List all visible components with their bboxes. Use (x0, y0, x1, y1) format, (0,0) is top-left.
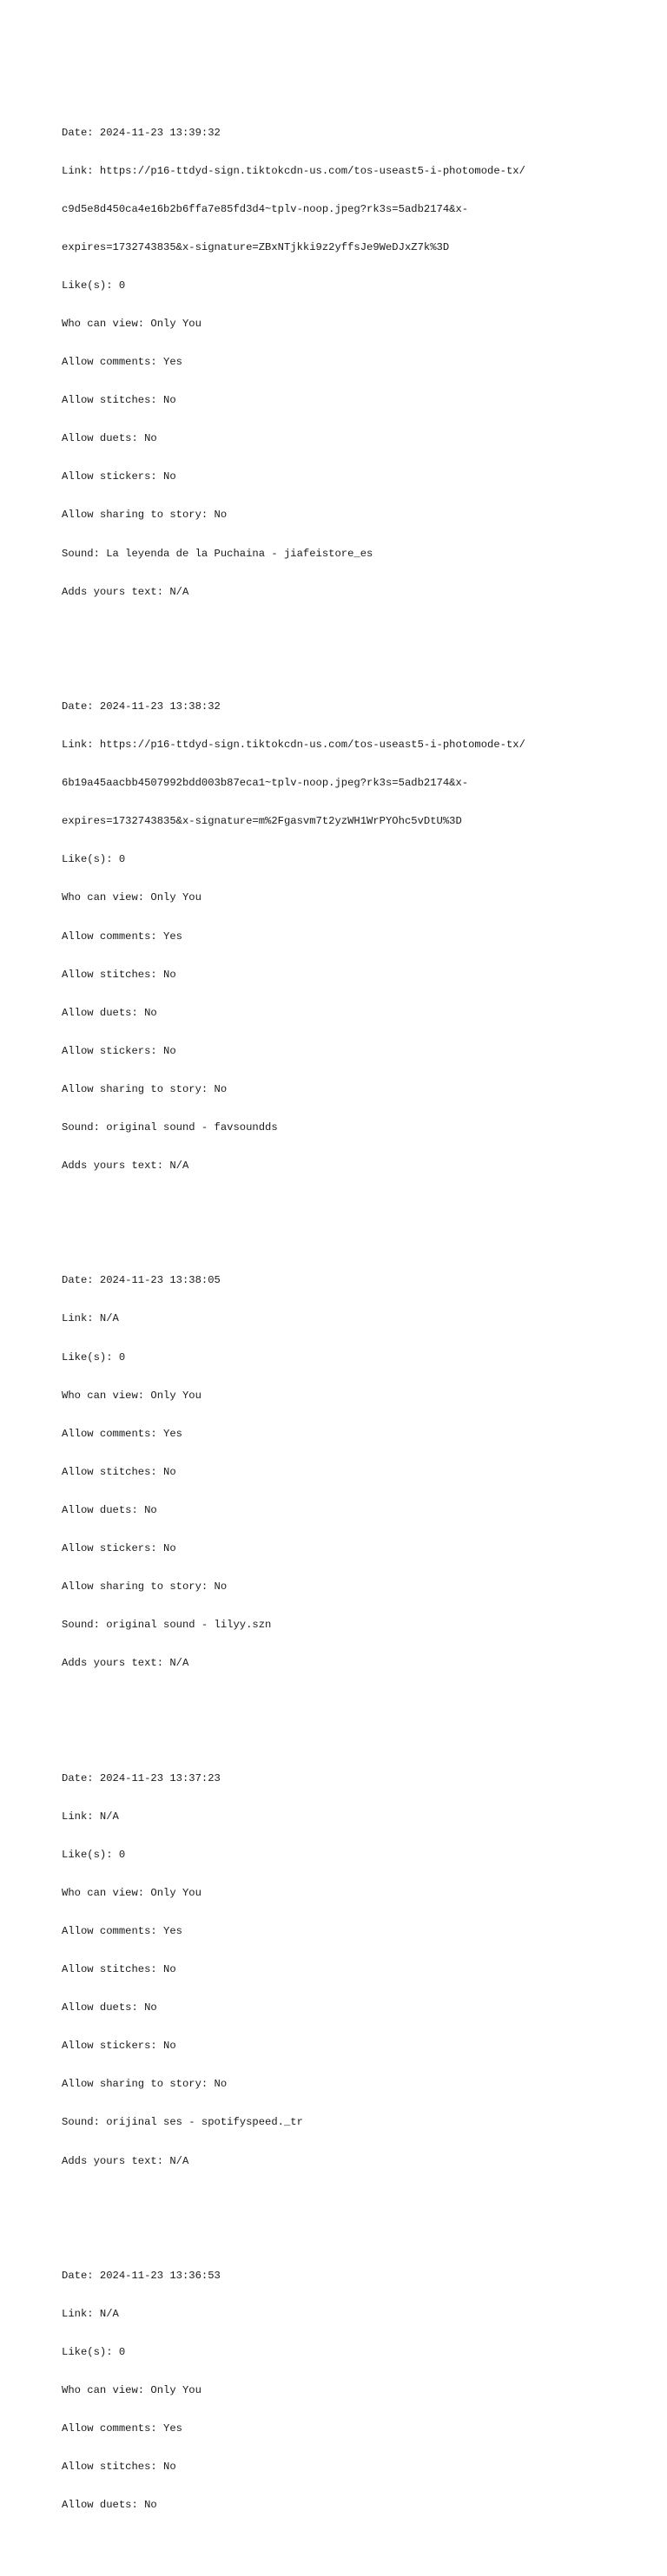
entry-line-link: Link: N/A (62, 1312, 119, 1325)
entry-line-likes: Like(s): 0 (62, 1848, 126, 1861)
entry-line-likes: Like(s): 0 (62, 279, 126, 292)
entry-line-allow-stitches: Allow stitches: No (62, 394, 176, 407)
entry-line-allow-stitches: Allow stitches: No (62, 1465, 176, 1478)
entry-line-allow-duets: Allow duets: No (62, 432, 157, 445)
entry-line-sound: Sound: orijinal ses - spotifyspeed._tr (62, 2116, 303, 2129)
entry-line-allow-stickers: Allow stickers: No (62, 1044, 176, 1057)
entry-line-who-can-view: Who can view: Only You (62, 2384, 201, 2397)
entry-line-allow-duets: Allow duets: No (62, 2001, 157, 2014)
entry-line-allow-duets: Allow duets: No (62, 1006, 157, 1019)
entry-line-allow-stickers: Allow stickers: No (62, 1542, 176, 1555)
entry-line-allow-comments: Allow comments: Yes (62, 1427, 182, 1440)
entry-line-allow-stitches: Allow stitches: No (62, 968, 176, 981)
entry-line-allow-comments: Allow comments: Yes (62, 930, 182, 943)
entry-line-link-cont: expires=1732743835&x-signature=ZBxNTjkki9z2yffsJe9WeDJxZ7k%3D (62, 240, 450, 253)
entry-line-adds-yours: Adds yours text: N/A (62, 1160, 189, 1173)
entry-line-sound: Sound: La leyenda de la Puchaina - jiafeistore_es (62, 547, 373, 560)
entry-line-sound: Sound: original sound - favsoundds (62, 1120, 278, 1134)
post-entry (62, 101, 652, 624)
entry-line-date: Date: 2024-11-23 13:36:53 (62, 2269, 221, 2282)
entry-line-link: Link: https://p16-ttdyd-sign.tiktokcdn-us.com/tos-useast5-i-photomode-tx/ (62, 739, 525, 752)
entry-line-link: Link: https://p16-ttdyd-sign.tiktokcdn-us.com/tos-useast5-i-photomode-tx/ (62, 164, 525, 177)
post-entry (62, 2244, 652, 2537)
entry-line-who-can-view: Who can view: Only You (62, 1886, 201, 1899)
post-entry (62, 1249, 652, 1695)
entry-line-allow-sharing: Allow sharing to story: No (62, 1082, 228, 1095)
entry-line-who-can-view: Who can view: Only You (62, 317, 201, 330)
post-entry (62, 675, 652, 1199)
entry-line-date: Date: 2024-11-23 13:38:05 (62, 1274, 221, 1287)
entry-line-link-cont: c9d5e8d450ca4e16b2b6ffa7e85fd3d4~tplv-noop.jpeg?rk3s=5adb2174&x- (62, 202, 469, 215)
entry-line-likes: Like(s): 0 (62, 1350, 126, 1364)
entry-line-allow-stitches: Allow stitches: No (62, 2461, 176, 2474)
entry-line-allow-comments: Allow comments: Yes (62, 2422, 182, 2435)
entry-line-who-can-view: Who can view: Only You (62, 1389, 201, 1402)
entry-line-allow-duets: Allow duets: No (62, 2499, 157, 2512)
entry-line-link-cont: expires=1732743835&x-signature=m%2Fgasvm7t2yzWH1WrPYOhc5vDtU%3D (62, 815, 462, 828)
entry-line-date: Date: 2024-11-23 13:39:32 (62, 126, 221, 139)
entry-line-allow-stickers: Allow stickers: No (62, 470, 176, 483)
entry-line-adds-yours: Adds yours text: N/A (62, 2154, 189, 2167)
entry-line-allow-sharing: Allow sharing to story: No (62, 2078, 228, 2091)
post-entry (62, 1746, 652, 2192)
entry-line-sound: Sound: original sound - lilyy.szn (62, 1619, 272, 1632)
entry-line-allow-duets: Allow duets: No (62, 1503, 157, 1516)
entry-line-allow-sharing: Allow sharing to story: No (62, 1580, 228, 1594)
entry-line-allow-sharing: Allow sharing to story: No (62, 509, 228, 522)
entry-line-allow-comments: Allow comments: Yes (62, 1924, 182, 1937)
entry-line-likes: Like(s): 0 (62, 2346, 126, 2359)
document-page (62, 62, 652, 2576)
entry-line-link: Link: N/A (62, 1810, 119, 1823)
entry-line-link: Link: N/A (62, 2307, 119, 2320)
entry-line-link-cont: 6b19a45aacbb4507992bdd003b87eca1~tplv-noop.jpeg?rk3s=5adb2174&x- (62, 777, 469, 790)
entry-line-date: Date: 2024-11-23 13:37:23 (62, 1771, 221, 1784)
entry-line-adds-yours: Adds yours text: N/A (62, 585, 189, 598)
entry-line-likes: Like(s): 0 (62, 853, 126, 866)
entry-line-allow-comments: Allow comments: Yes (62, 356, 182, 369)
entry-line-allow-stitches: Allow stitches: No (62, 1963, 176, 1976)
entry-line-date: Date: 2024-11-23 13:38:32 (62, 700, 221, 713)
entry-line-who-can-view: Who can view: Only You (62, 891, 201, 904)
entry-line-adds-yours: Adds yours text: N/A (62, 1657, 189, 1670)
entry-line-allow-stickers: Allow stickers: No (62, 2040, 176, 2053)
